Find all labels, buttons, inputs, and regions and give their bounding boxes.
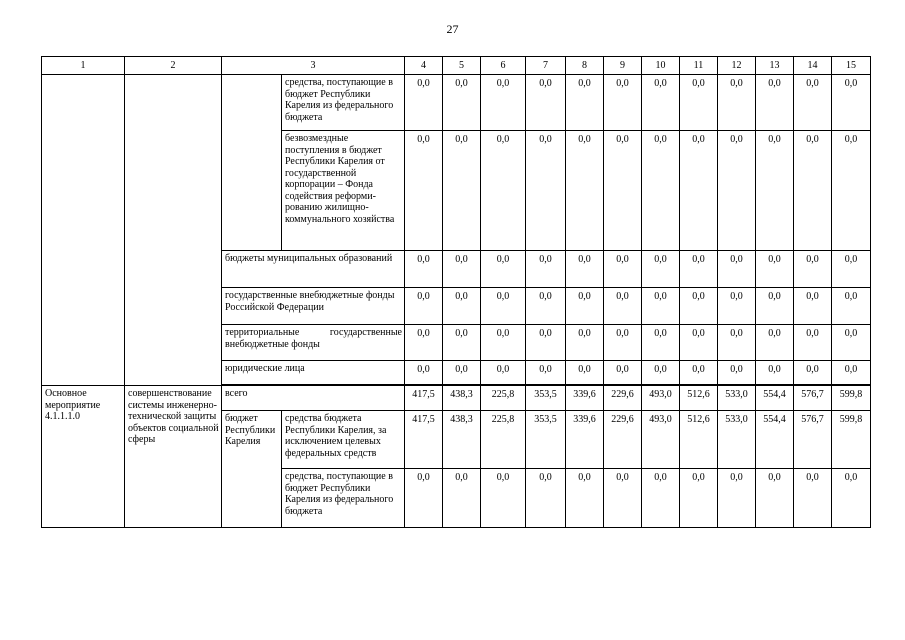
value-cell: 353,5 — [526, 386, 566, 411]
value-cell: 0,0 — [794, 469, 832, 528]
value-cell: 599,8 — [832, 411, 871, 469]
value-cell: 0,0 — [481, 75, 526, 131]
value-cell: 229,6 — [604, 411, 642, 469]
value-cell: 339,6 — [566, 386, 604, 411]
header-cell: 3 — [222, 57, 405, 75]
value-cell: 0,0 — [642, 75, 680, 131]
value-cell: 0,0 — [642, 288, 680, 325]
value-cell: 0,0 — [481, 288, 526, 325]
col1-continued-cell — [42, 75, 125, 386]
value-cell: 0,0 — [832, 361, 871, 385]
value-cell: 0,0 — [718, 361, 756, 385]
budget-table — [41, 56, 871, 528]
value-cell: 0,0 — [604, 325, 642, 361]
value-cell: 554,4 — [756, 411, 794, 469]
value-cell: 0,0 — [405, 75, 443, 131]
value-cell: 0,0 — [832, 325, 871, 361]
row-label: средства, поступающие в бюджет Республики Карелия из федерального бюджета — [282, 75, 405, 131]
value-cell: 0,0 — [718, 469, 756, 528]
value-cell: 0,0 — [680, 361, 718, 385]
value-cell: 0,0 — [680, 288, 718, 325]
value-cell: 0,0 — [566, 325, 604, 361]
value-cell: 599,8 — [832, 386, 871, 411]
header-cell: 10 — [642, 57, 680, 75]
value-cell: 0,0 — [642, 251, 680, 288]
header-cell: 5 — [443, 57, 481, 75]
value-cell: 0,0 — [566, 131, 604, 251]
row-label: государственные внебюджетные фонды Российской Федерации — [222, 288, 405, 325]
value-cell: 0,0 — [443, 288, 481, 325]
value-cell: 0,0 — [604, 361, 642, 385]
value-cell: 0,0 — [566, 288, 604, 325]
value-cell: 0,0 — [443, 251, 481, 288]
value-cell: 0,0 — [680, 325, 718, 361]
value-cell: 0,0 — [756, 325, 794, 361]
value-cell: 0,0 — [794, 361, 832, 385]
value-cell: 0,0 — [443, 75, 481, 131]
value-cell: 0,0 — [680, 469, 718, 528]
row-label: безвозмездные поступления в бюджет Республики Карелия от государственной корпорации – Фонда содействия реформи-рованию жилищно-коммунального хозяйства — [282, 131, 405, 251]
value-cell: 417,5 — [405, 386, 443, 411]
value-cell: 0,0 — [566, 361, 604, 385]
value-cell: 0,0 — [566, 469, 604, 528]
value-cell: 0,0 — [604, 251, 642, 288]
value-cell: 0,0 — [642, 361, 680, 385]
value-cell: 353,5 — [526, 411, 566, 469]
value-cell: 0,0 — [642, 325, 680, 361]
value-cell: 0,0 — [832, 75, 871, 131]
value-cell: 0,0 — [680, 251, 718, 288]
value-cell: 493,0 — [642, 411, 680, 469]
value-cell: 0,0 — [405, 325, 443, 361]
value-cell: 0,0 — [405, 131, 443, 251]
row-label-line: внебюджетные фонды — [225, 338, 320, 350]
value-cell: 0,0 — [405, 469, 443, 528]
value-cell: 0,0 — [642, 131, 680, 251]
value-cell: 0,0 — [756, 75, 794, 131]
header-cell: 15 — [832, 57, 871, 75]
value-cell: 0,0 — [526, 288, 566, 325]
header-cell: 12 — [718, 57, 756, 75]
row-label: всего — [222, 386, 405, 411]
value-cell: 0,0 — [405, 288, 443, 325]
header-cell: 8 — [566, 57, 604, 75]
row-label: средства бюджета Республики Карелия, за исключением целевых федеральных средств — [282, 411, 405, 469]
value-cell: 229,6 — [604, 386, 642, 411]
value-cell: 0,0 — [718, 288, 756, 325]
value-cell: 0,0 — [604, 131, 642, 251]
value-cell: 0,0 — [794, 131, 832, 251]
value-cell: 0,0 — [832, 131, 871, 251]
value-cell: 0,0 — [832, 251, 871, 288]
value-cell: 0,0 — [405, 251, 443, 288]
value-cell: 225,8 — [481, 411, 526, 469]
header-cell: 4 — [405, 57, 443, 75]
value-cell: 533,0 — [718, 386, 756, 411]
value-cell: 0,0 — [680, 75, 718, 131]
measure-name: совершенствование системы инженерно-технической защиты объектов социальной сферы — [125, 386, 222, 528]
value-cell: 0,0 — [756, 288, 794, 325]
value-cell: 0,0 — [604, 288, 642, 325]
value-cell: 0,0 — [481, 469, 526, 528]
value-cell: 0,0 — [481, 325, 526, 361]
measure-code: Основное мероприятие 4.1.1.1.0 — [42, 386, 125, 528]
value-cell: 0,0 — [718, 131, 756, 251]
header-cell: 13 — [756, 57, 794, 75]
header-row — [42, 57, 871, 75]
value-cell: 554,4 — [756, 386, 794, 411]
row-label: средства, поступающие в бюджет Республики Карелия из федерального бюджета — [282, 469, 405, 528]
value-cell: 512,6 — [680, 411, 718, 469]
value-cell: 0,0 — [526, 361, 566, 385]
value-cell: 0,0 — [718, 251, 756, 288]
page-number: 27 — [446, 22, 459, 36]
value-cell: 0,0 — [642, 469, 680, 528]
value-cell: 0,0 — [481, 131, 526, 251]
value-cell: 0,0 — [443, 131, 481, 251]
header-cell: 2 — [125, 57, 222, 75]
value-cell: 0,0 — [718, 325, 756, 361]
value-cell: 533,0 — [718, 411, 756, 469]
row-label — [222, 325, 405, 361]
row-label: бюджеты муниципальных образований — [222, 251, 405, 288]
value-cell: 0,0 — [604, 75, 642, 131]
col2-continued-cell — [125, 75, 222, 386]
value-cell: 0,0 — [443, 325, 481, 361]
value-cell: 0,0 — [756, 469, 794, 528]
row-label: юридические лица — [222, 361, 405, 385]
value-cell: 0,0 — [443, 361, 481, 385]
header-cell: 11 — [680, 57, 718, 75]
budget-group-label: бюджет Республики Карелия — [222, 411, 282, 528]
value-cell: 0,0 — [566, 251, 604, 288]
header-cell: 1 — [42, 57, 125, 75]
value-cell: 0,0 — [794, 251, 832, 288]
row-label-line: территориальные государственные — [225, 327, 402, 338]
value-cell: 0,0 — [794, 325, 832, 361]
value-cell: 0,0 — [718, 75, 756, 131]
value-cell: 0,0 — [526, 131, 566, 251]
value-cell: 0,0 — [526, 469, 566, 528]
value-cell: 0,0 — [405, 361, 443, 385]
header-cell: 7 — [526, 57, 566, 75]
value-cell: 438,3 — [443, 386, 481, 411]
value-cell: 417,5 — [405, 411, 443, 469]
table-row — [42, 386, 871, 411]
value-cell: 0,0 — [526, 251, 566, 288]
value-cell: 0,0 — [756, 251, 794, 288]
value-cell: 576,7 — [794, 411, 832, 469]
value-cell: 438,3 — [443, 411, 481, 469]
value-cell: 0,0 — [794, 288, 832, 325]
header-cell: 9 — [604, 57, 642, 75]
value-cell: 0,0 — [832, 288, 871, 325]
header-cell: 14 — [794, 57, 832, 75]
value-cell: 0,0 — [481, 251, 526, 288]
value-cell: 0,0 — [481, 361, 526, 385]
value-cell: 339,6 — [566, 411, 604, 469]
value-cell: 0,0 — [526, 75, 566, 131]
value-cell: 0,0 — [604, 469, 642, 528]
value-cell: 225,8 — [481, 386, 526, 411]
value-cell: 0,0 — [566, 75, 604, 131]
value-cell: 0,0 — [680, 131, 718, 251]
value-cell: 0,0 — [832, 469, 871, 528]
table-row — [42, 75, 871, 131]
value-cell: 576,7 — [794, 386, 832, 411]
value-cell: 0,0 — [756, 361, 794, 385]
value-cell: 0,0 — [443, 469, 481, 528]
value-cell: 0,0 — [526, 325, 566, 361]
value-cell: 0,0 — [756, 131, 794, 251]
value-cell: 0,0 — [794, 75, 832, 131]
col3-group-continued-cell — [222, 75, 282, 251]
header-cell: 6 — [481, 57, 526, 75]
value-cell: 493,0 — [642, 386, 680, 411]
value-cell: 512,6 — [680, 386, 718, 411]
